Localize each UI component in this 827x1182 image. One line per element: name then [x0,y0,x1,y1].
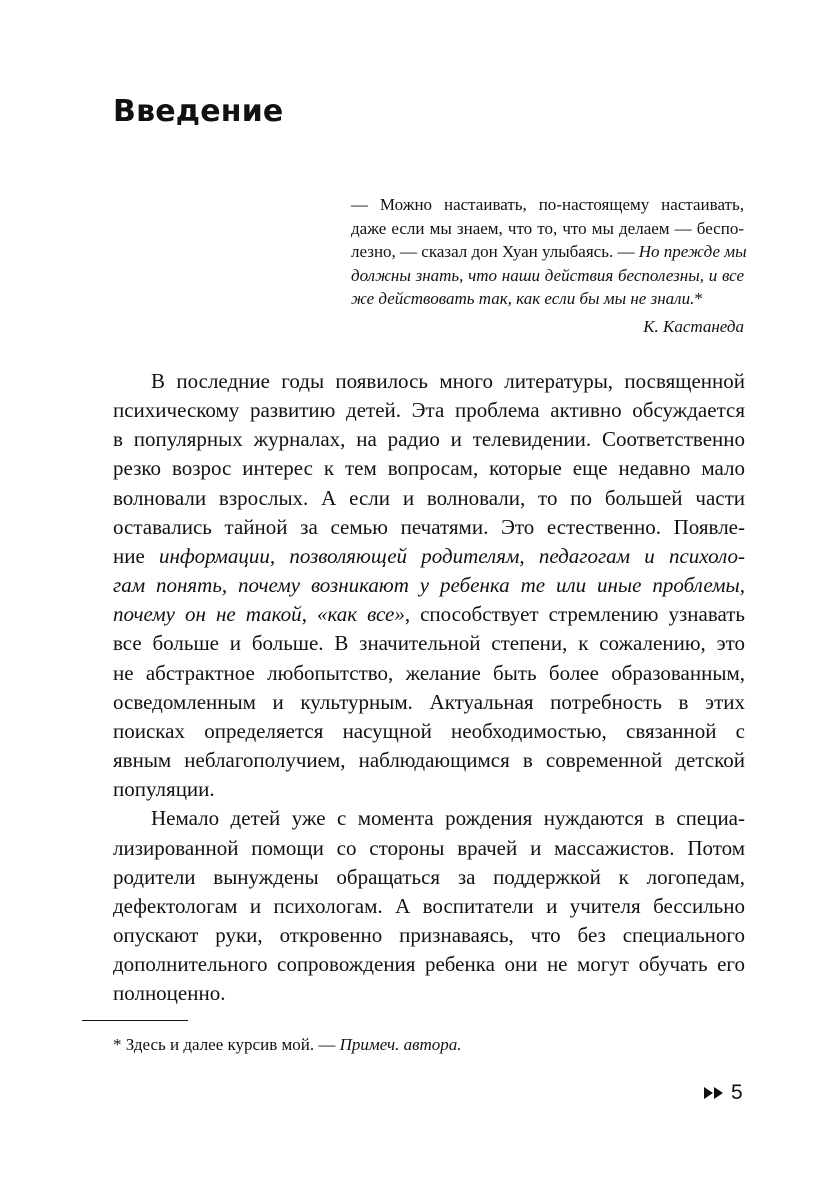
text-line [113,600,745,629]
epigraph-line [313,264,744,288]
italic-fragment: гам понять, почему возникают у ребенка те или иные проблемы, [113,573,745,598]
text-line: поисках определяется насущной необходимостью, связанной с [113,718,745,743]
epigraph-quote [313,193,747,311]
text-line: дополнительного сопровождения ребенка они не могут обучать его [113,952,745,977]
footnote [113,1033,462,1057]
text-line: популяции. [113,777,215,802]
epigraph-attribution: К. Кастанеда [643,316,744,336]
text-line: опускают руки, откровенно признаваясь, что без специального [113,922,745,947]
text-line: полноценно. [113,981,226,1006]
text-line: В последние годы появилось много литературы, посвященной [151,369,745,393]
text-line: в популярных журналах, на радио и телевидении. Соответственно [113,427,745,452]
epigraph-line: — Можно настаивать, по-настоящему настаивать, [351,195,744,214]
paragraph-2 [113,804,745,1008]
epigraph-line: даже если мы знаем, что то, что мы делаем — беспо- [351,218,744,238]
text-fragment: , способствует стремлению узнавать [404,602,746,627]
chapter-title: Введение [113,94,284,129]
footnote-italic-text: Примеч. автора. [339,1035,462,1054]
text-line: все больше и больше. В значительной степени, к сожалению, это [113,631,745,656]
epigraph-italic-text: же действовать так, как если бы мы не знали. [351,289,695,309]
text-line: психическому развитию детей. Эта проблема активно обсуждается [113,398,745,423]
paragraph-1 [113,367,745,804]
page-number: 5 [731,1081,743,1104]
epigraph-text: лезно, — сказал дон Хуан улыбаясь. — [351,242,639,262]
text-line: оставались тайной за семью печатями. Это естественно. Появле- [113,514,745,539]
text-line [113,571,745,600]
epigraph-line [313,240,747,264]
text-line: волновали взрослых. А если и волновали, то по большей части [113,485,745,510]
text-line [113,542,745,571]
text-line: лизированной помощи со стороны врачей и массажистов. Потом [113,835,745,860]
epigraph-italic-text: Но прежде мы [638,242,747,262]
epigraph-italic-text: должны знать, что наши действия бесполезны, и все [351,265,744,285]
text-fragment: ние [113,543,160,568]
text-fragment: , [301,602,317,627]
epigraph-line [313,287,744,311]
epigraph [313,193,747,339]
text-line: осведомленным и культурным. Актуальная потребность в этих [113,689,745,714]
text-line: явным неблагополучием, наблюдающимся в современной детской [113,748,745,773]
text-line: Немало детей уже с момента рождения нуждаются в специа- [151,806,745,831]
footnote-separator [82,1020,188,1021]
text-line: родители вынуждены обращаться за поддержкой к логопедам, [113,864,745,889]
italic-fragment: почему он не такой [113,602,302,627]
footnote-text: * Здесь и далее курсив мой. — [113,1035,340,1054]
italic-fragment: информации, позволяющей родителям, педагогам и психоло- [159,543,745,568]
body-text [113,367,745,1008]
text-line: резко возрос интерес к тем вопросам, которые еще недавно мало [113,456,745,481]
text-line: дефектологам и психологам. А воспитатели и учителя бессильно [113,893,745,918]
footnote-reference-mark: * [694,289,703,309]
italic-fragment: «как все» [316,602,405,627]
text-line: не абстрактное любопытство, желание быть более образованным, [113,660,745,685]
double-arrow-right-icon [703,1082,725,1104]
